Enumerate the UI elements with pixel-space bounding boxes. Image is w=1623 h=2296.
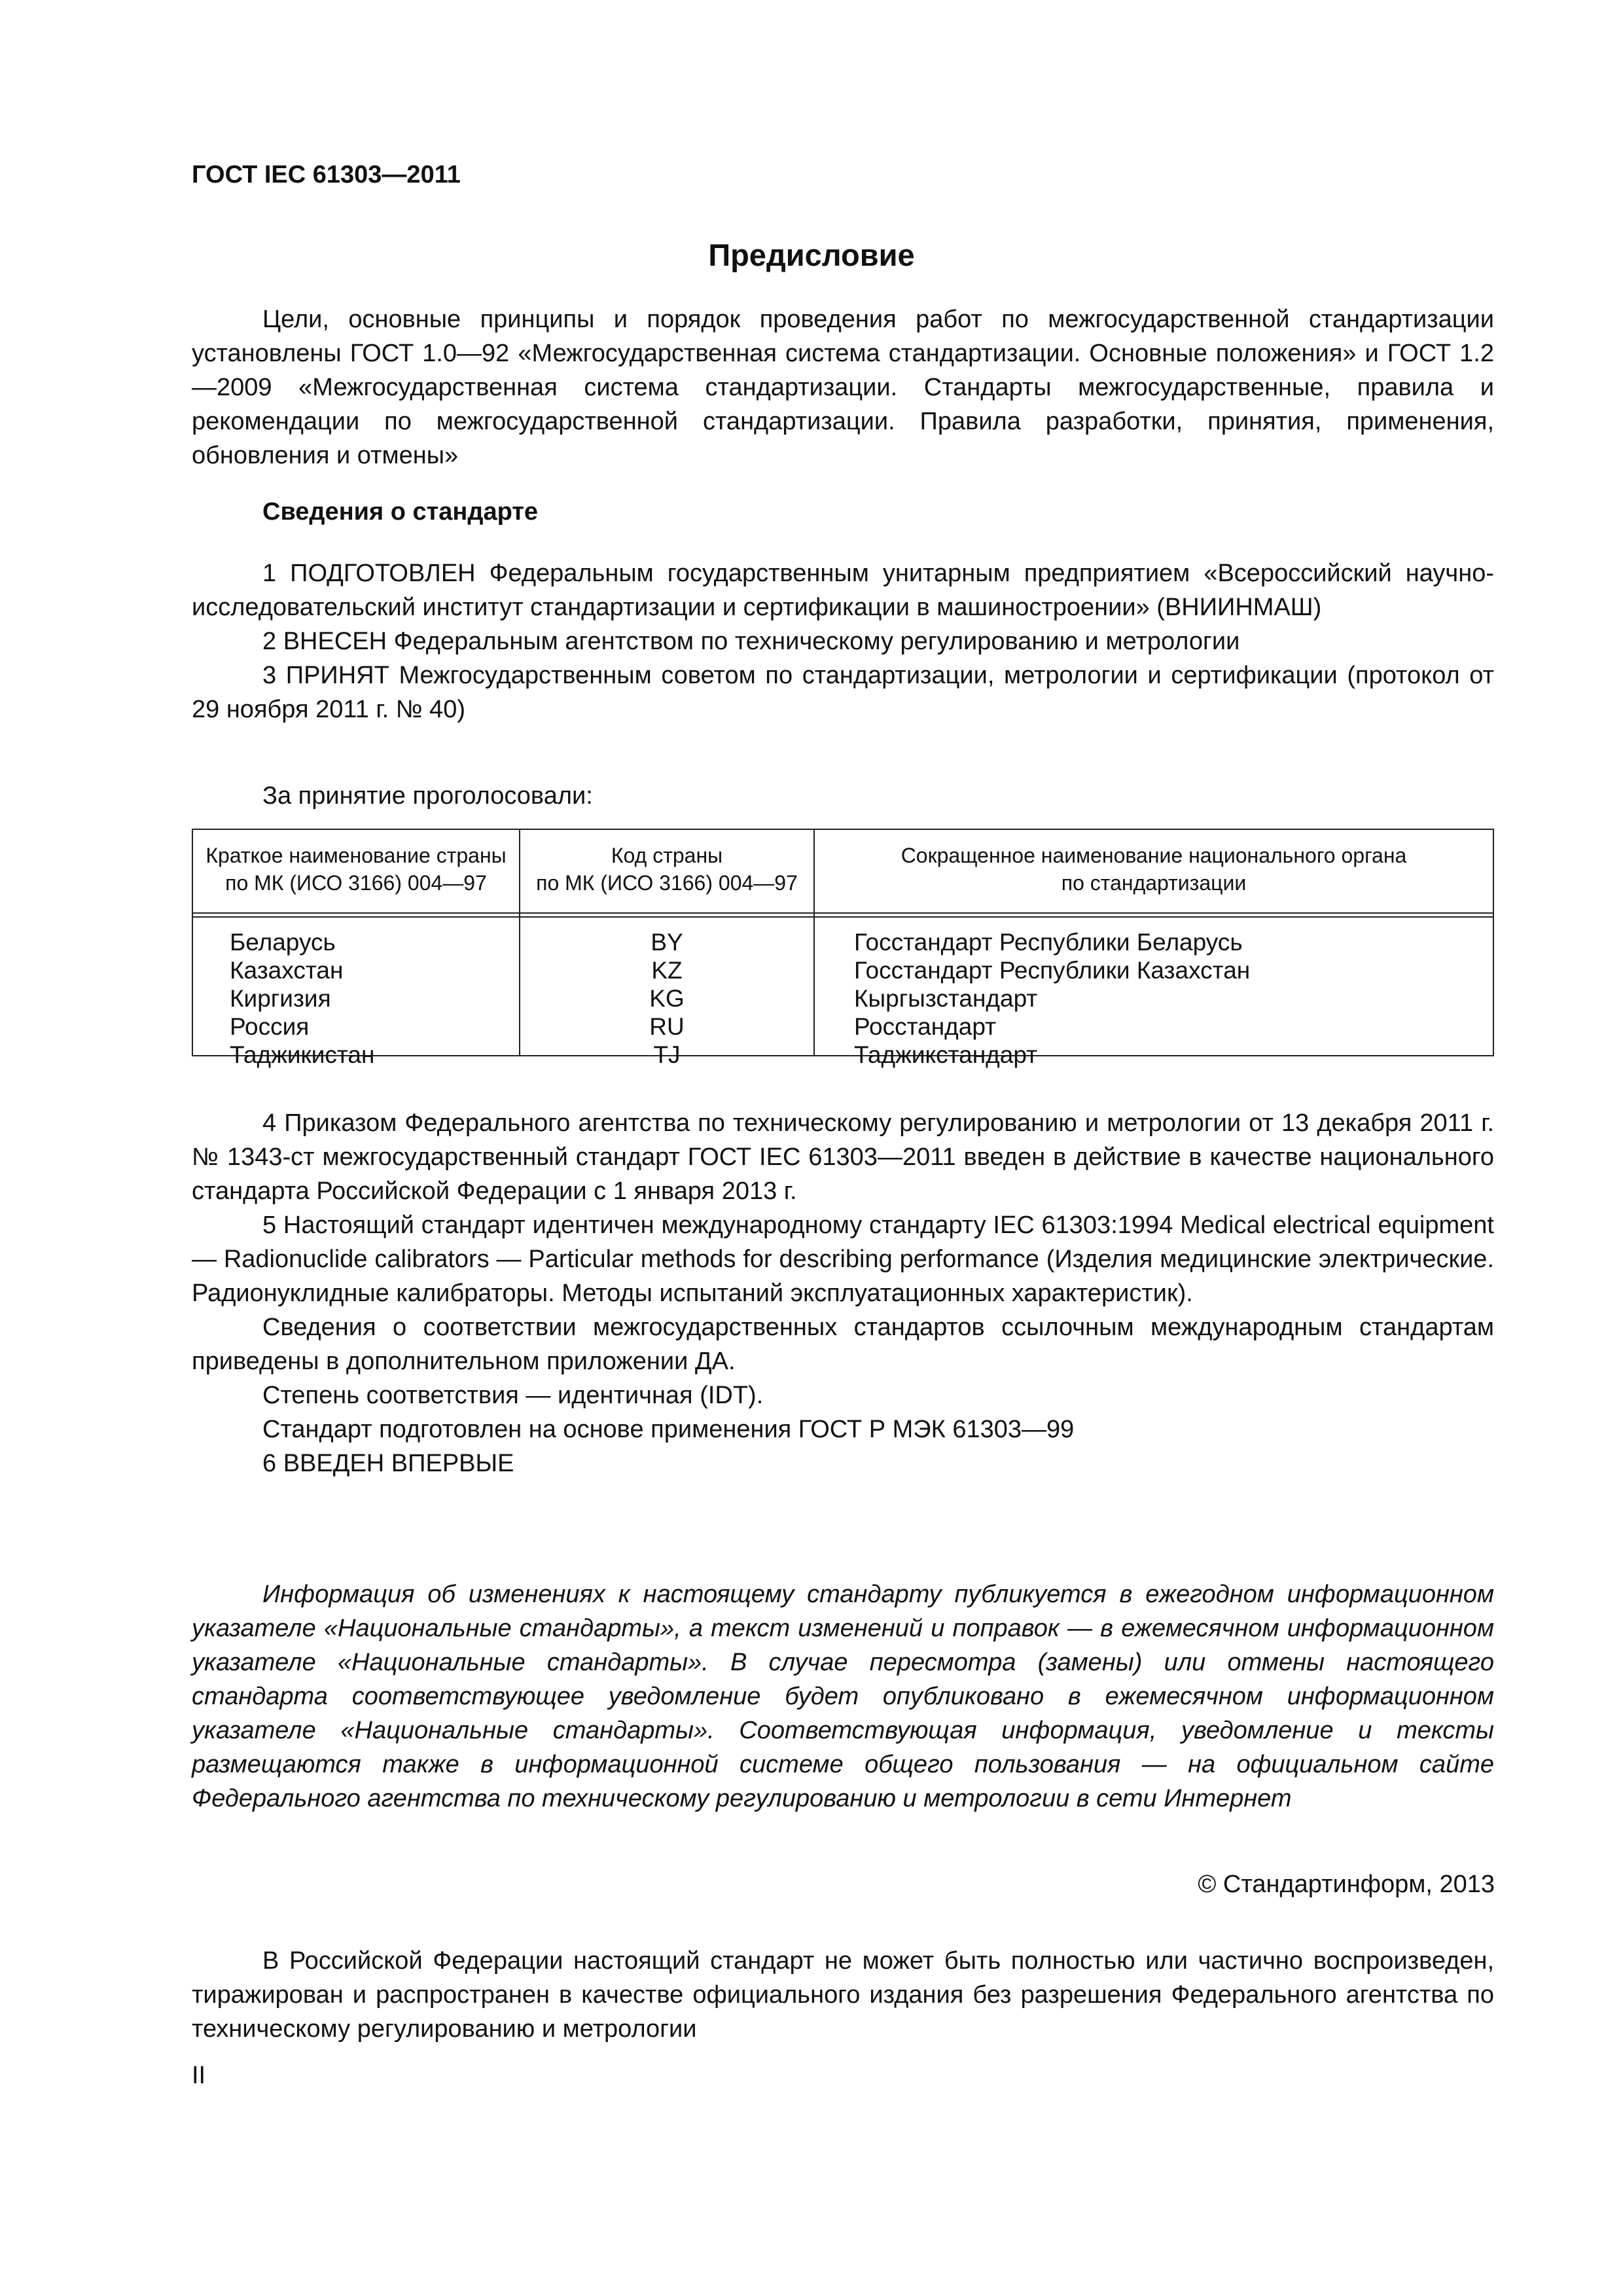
table-cell: Росстандарт <box>854 1013 997 1040</box>
vote-label: За принятие проголосовали: <box>262 782 593 810</box>
item-order: 4 Приказом Федерального агентства по техническому регулированию и метрологии от 13 декабря 2011 г. № 1343-ст межгосударственный стандарт ГОСТ IEC 61303—2011 введен в действие в качестве национального стандарта Российской Федерации с 1 января 2013 г. <box>192 1109 1494 1205</box>
table-header-rule <box>193 912 1493 918</box>
items-list-2 <box>192 1106 1494 1480</box>
table-cell: Кыргызстандарт <box>854 985 1038 1012</box>
info-notice: Информация об изменениях к настоящему стандарту публикуется в ежегодном информационном указателе «Национальные стандарты», а текст изменений и поправок — в ежемесячном информационном указателе «Национальные стандарты». В случае пересмотра (замены) или отмены настоящего стандарта соответствующее уведомление будет опубликовано в ежемесячном информационном указателе «Национальные стандарты». Соответствующая информация, уведомление и тексты размещаются также в информационной системе общего пользования — на официальном сайте Федерального агентства по техническому регулированию и метрологии в сети Интернет <box>192 1581 1494 1812</box>
page-title: Предисловие <box>708 238 915 272</box>
table-cell: KG <box>649 985 685 1012</box>
item-basis: Стандарт подготовлен на основе применения ГОСТ Р МЭК 61303—99 <box>262 1416 1075 1443</box>
table-cell: Госстандарт Республики Беларусь <box>854 929 1243 956</box>
table-column-countries <box>230 928 374 1069</box>
table-cell: Госстандарт Республики Казахстан <box>854 957 1251 984</box>
table-header-country: Краткое наименование страны по МК (ИСО 3166) 004—97 <box>205 844 507 895</box>
table-cell: Россия <box>230 1013 310 1040</box>
table-cell: RU <box>649 1013 685 1040</box>
item-degree: Степень соответствия — идентичная (IDT). <box>262 1382 764 1409</box>
item-identical: 5 Настоящий стандарт идентичен международному стандарту IEC 61303:1994 Medical electrical equipment — Radionuclide calibrators — Particular methods for describing performance (Изделия медицинские электрические. Радионуклидные калибраторы. Методы испытаний эксплуатационных характеристик). <box>192 1211 1494 1307</box>
table-cell: Беларусь <box>230 929 336 956</box>
item-prepared: 1 ПОДГОТОВЛЕН Федеральным государственным унитарным предприятием «Всероссийский научно-исследовательский институт стандартизации и сертификации в машиностроении» (ВНИИНМАШ) <box>192 560 1494 621</box>
table-cell: Казахстан <box>230 957 344 984</box>
table-cell: Киргизия <box>230 985 331 1012</box>
item-first-introduced: 6 ВВЕДЕН ВПЕРВЫЕ <box>262 1450 514 1477</box>
table-header-body: Сокращенное наименование национального органа по стандартизации <box>901 844 1407 895</box>
table-column-codes <box>520 928 813 1069</box>
table-cell: BY <box>651 929 683 956</box>
table-column-bodies <box>854 928 1250 1069</box>
intro-paragraph: Цели, основные принципы и порядок проведения работ по межгосударственной стандартизации установлены ГОСТ 1.0—92 «Межгосударственная система стандартизации. Основные положения» и ГОСТ 1.2—2009 «Межгосударственная система стандартизации. Стандарты межгосударственные, правила и рекомендации по межгосударственной стандартизации. Правила разработки, принятия, применения, обновления и отмены» <box>192 306 1494 469</box>
item-introduced: 2 ВНЕСЕН Федеральным агентством по техническому регулированию и метрологии <box>262 628 1240 655</box>
item-adopted: 3 ПРИНЯТ Межгосударственным советом по стандартизации, метрологии и сертификации (протокол от 29 ноября 2011 г. № 40) <box>192 662 1494 723</box>
item-references: Сведения о соответствии межгосударственных стандартов ссылочным международным стандартам приведены в дополнительном приложении ДА. <box>192 1314 1494 1375</box>
table-cell: TJ <box>653 1041 681 1068</box>
table-header-code: Код страны по МК (ИСО 3166) 004—97 <box>536 844 798 895</box>
table-cell: Таджикистан <box>230 1041 375 1068</box>
table-cell: KZ <box>651 957 683 984</box>
items-list-1 <box>192 556 1494 726</box>
copyright-line: © Стандартинформ, 2013 <box>1198 1871 1495 1898</box>
page-number: II <box>192 2062 206 2089</box>
section-heading: Сведения о стандарте <box>262 498 539 526</box>
document-code-header: ГОСТ IEC 61303—2011 <box>192 161 461 188</box>
voting-table <box>192 829 1494 1068</box>
table-cell: Таджикстандарт <box>854 1041 1038 1068</box>
rights-notice: В Российской Федерации настоящий стандарт не может быть полностью или частично воспроизведен, тиражирован и распространен в качестве официального издания без разрешения Федерального агентства по техническому регулированию и метрологии <box>192 1947 1494 2043</box>
